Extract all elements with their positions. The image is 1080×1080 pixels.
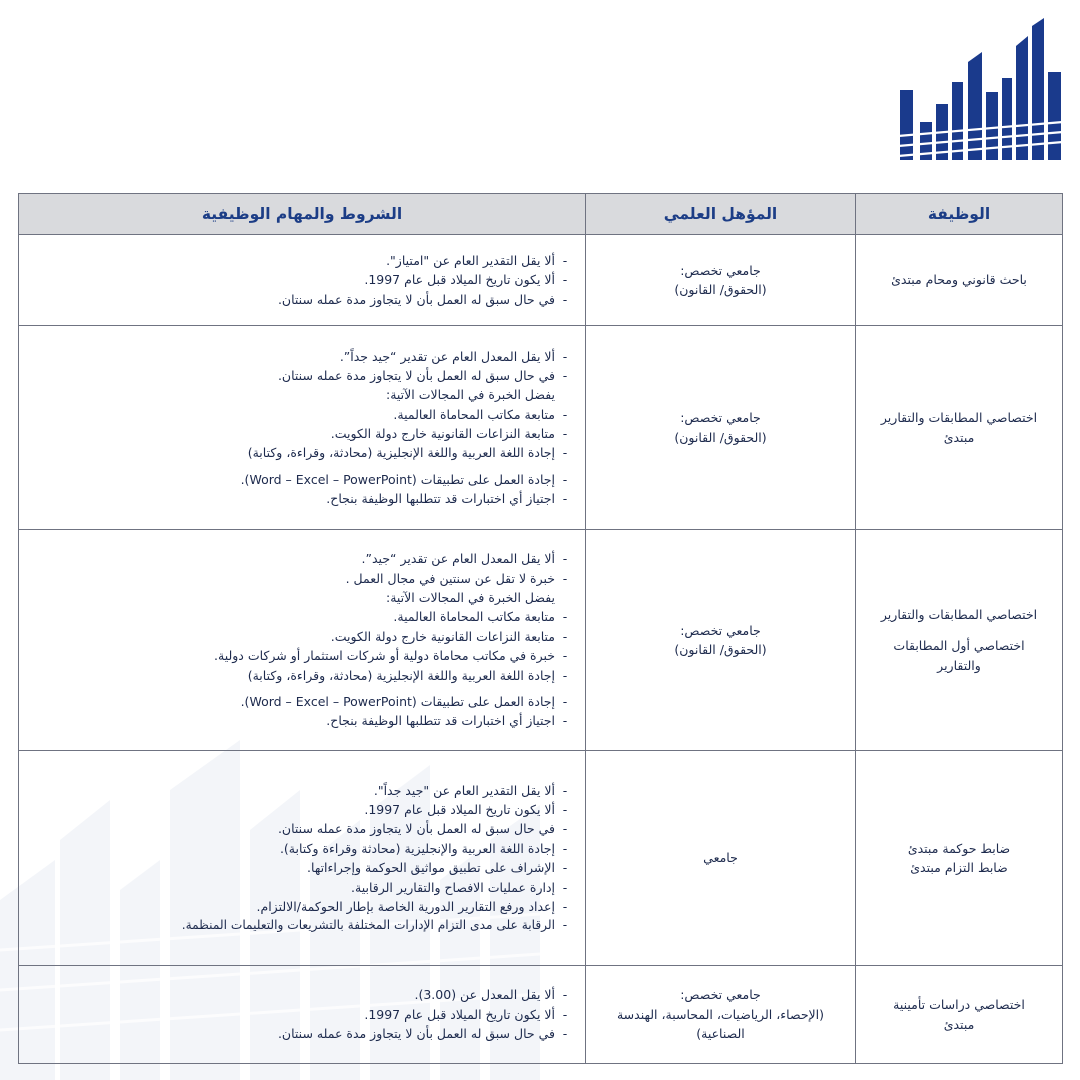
condition-item: - اجتياز أي اختبارات قد تتطلبها الوظيفة بنجاح. (27, 711, 575, 730)
table-row (19, 751, 1063, 966)
qualification-cell (586, 235, 856, 326)
condition-item: - ألا يقل المعدل العام عن تقدير “جيد”. (27, 549, 575, 568)
job-title-cell (856, 751, 1063, 966)
condition-item: - في حال سبق له العمل بأن لا يتجاوز مدة عمله سنتان. (27, 366, 575, 385)
job-title: ضابط التزام مبتدئ (910, 860, 1008, 875)
job-title-cell (856, 235, 1063, 326)
condition-subheading: يفضل الخبرة في المجالات الآتية: (385, 387, 555, 403)
qualification-line: جامعي تخصص: (680, 262, 761, 278)
condition-item: - إعداد ورفع التقارير الدورية الخاصة بإطار الحوكمة/الالتزام. (27, 897, 575, 916)
job-title-cell (856, 530, 1063, 751)
qualification-line: (الحقوق/ القانون) (674, 282, 767, 297)
jobs-table (18, 193, 1063, 1064)
job-title: باحث قانوني ومحام مبتدئ (891, 272, 1027, 288)
qualification-line: (الحقوق/ القانون) (674, 642, 767, 657)
job-title-cell (856, 966, 1063, 1064)
condition-item: - في حال سبق له العمل بأن لا يتجاوز مدة عمله سنتان. (27, 819, 575, 838)
condition-item: - في حال سبق له العمل بأن لا يتجاوز مدة عمله سنتان. (27, 1024, 575, 1043)
job-title: مبتدئ (943, 429, 975, 445)
qualification-cell (586, 530, 856, 751)
condition-item: - الرقابة على مدى التزام الإدارات المختلفة بالتشريعات والتعليمات المنظمة. (27, 916, 575, 935)
qualification-line: جامعي (703, 850, 738, 866)
condition-item: - ألا يقل المعدل العام عن تقدير “جيد جداً”. (27, 347, 575, 366)
condition-item: - خبرة في مكاتب محاماة دولية أو شركات استثمار أو شركات دولية. (27, 646, 575, 665)
qualification-cell (586, 751, 856, 966)
table-header-row (19, 194, 1063, 235)
qualification-line: جامعي تخصص: (680, 622, 761, 638)
condition-item: - خبرة لا تقل عن سنتين في مجال العمل . (27, 569, 575, 588)
condition-item: - متابعة النزاعات القانونية خارج دولة الكويت. (27, 424, 575, 443)
header-job: الوظيفة (856, 194, 1063, 235)
qualification-line: (الحقوق/ القانون) (674, 429, 767, 445)
header-qualification: المؤهل العلمي (586, 194, 856, 235)
condition-item: - إدارة عمليات الافصاح والتقارير الرقابية. (27, 878, 575, 897)
job-title: اختصاصي أول المطابقات (893, 638, 1025, 654)
qualification-line: الصناعية) (696, 1026, 745, 1042)
condition-item: - متابعة مكاتب المحاماة العالمية. (27, 405, 575, 424)
table-row (19, 966, 1063, 1064)
condition-item: - ألا يقل المعدل عن (3.00). (27, 985, 575, 1004)
job-title-cell (856, 326, 1063, 530)
qualification-cell (586, 326, 856, 530)
conditions-cell (19, 751, 586, 966)
qualification-line: (الإحصاء، الرياضيات، المحاسبة، الهندسة (616, 1006, 825, 1022)
job-title: اختصاصي المطابقات والتقارير (880, 606, 1038, 622)
header-conditions: الشروط والمهام الوظيفية (19, 194, 586, 235)
conditions-cell (19, 966, 586, 1064)
table-row (19, 530, 1063, 751)
table-row (19, 235, 1063, 326)
condition-item: - ألا يكون تاريخ الميلاد قبل عام 1997. (27, 270, 575, 289)
condition-item: - إجادة العمل على تطبيقات (Word – Excel – PowerPoint). (27, 692, 575, 711)
job-title: اختصاصي المطابقات والتقارير (880, 410, 1038, 426)
condition-subheading: يفضل الخبرة في المجالات الآتية: (385, 590, 555, 606)
condition-item: - ألا يكون تاريخ الميلاد قبل عام 1997. (27, 800, 575, 819)
condition-item: - ألا يقل التقدير العام عن "امتياز". (27, 251, 575, 270)
city-skyline-logo-icon (898, 18, 1063, 160)
job-title: والتقارير (937, 657, 981, 673)
condition-item: - في حال سبق له العمل بأن لا يتجاوز مدة عمله سنتان. (27, 290, 575, 309)
qualification-line: جامعي تخصص: (680, 410, 761, 426)
job-title: ضابط حوكمة مبتدئ (907, 840, 1011, 856)
condition-item: - متابعة مكاتب المحاماة العالمية. (27, 607, 575, 626)
table-row (19, 326, 1063, 530)
job-title: مبتدئ (943, 1016, 975, 1032)
conditions-cell (19, 530, 586, 751)
condition-item: - ألا يكون تاريخ الميلاد قبل عام 1997. (27, 1005, 575, 1024)
qualification-cell (586, 966, 856, 1064)
condition-item: - إجادة العمل على تطبيقات (Word – Excel – PowerPoint). (27, 470, 575, 489)
condition-item: - ألا يقل التقدير العام عن "جيد جداً". (27, 781, 575, 800)
condition-item: - إجادة اللغة العربية واللغة الإنجليزية (محادثة، وقراءة، وكتابة) (27, 666, 575, 685)
condition-item: - متابعة النزاعات القانونية خارج دولة الكويت. (27, 627, 575, 646)
job-title: اختصاصي دراسات تأمينية (893, 997, 1025, 1013)
conditions-cell (19, 326, 586, 530)
conditions-cell (19, 235, 586, 326)
condition-item: - إجادة اللغة العربية واللغة الإنجليزية (محادثة، وقراءة، وكتابة) (27, 443, 575, 462)
condition-item: - اجتياز أي اختبارات قد تتطلبها الوظيفة بنجاح. (27, 489, 575, 508)
condition-item: - الإشراف على تطبيق مواثيق الحوكمة وإجراءاتها. (27, 858, 575, 877)
qualification-line: جامعي تخصص: (680, 987, 761, 1003)
condition-item: - إجادة اللغة العربية والإنجليزية (محادثة وقراءة وكتابة). (27, 839, 575, 858)
